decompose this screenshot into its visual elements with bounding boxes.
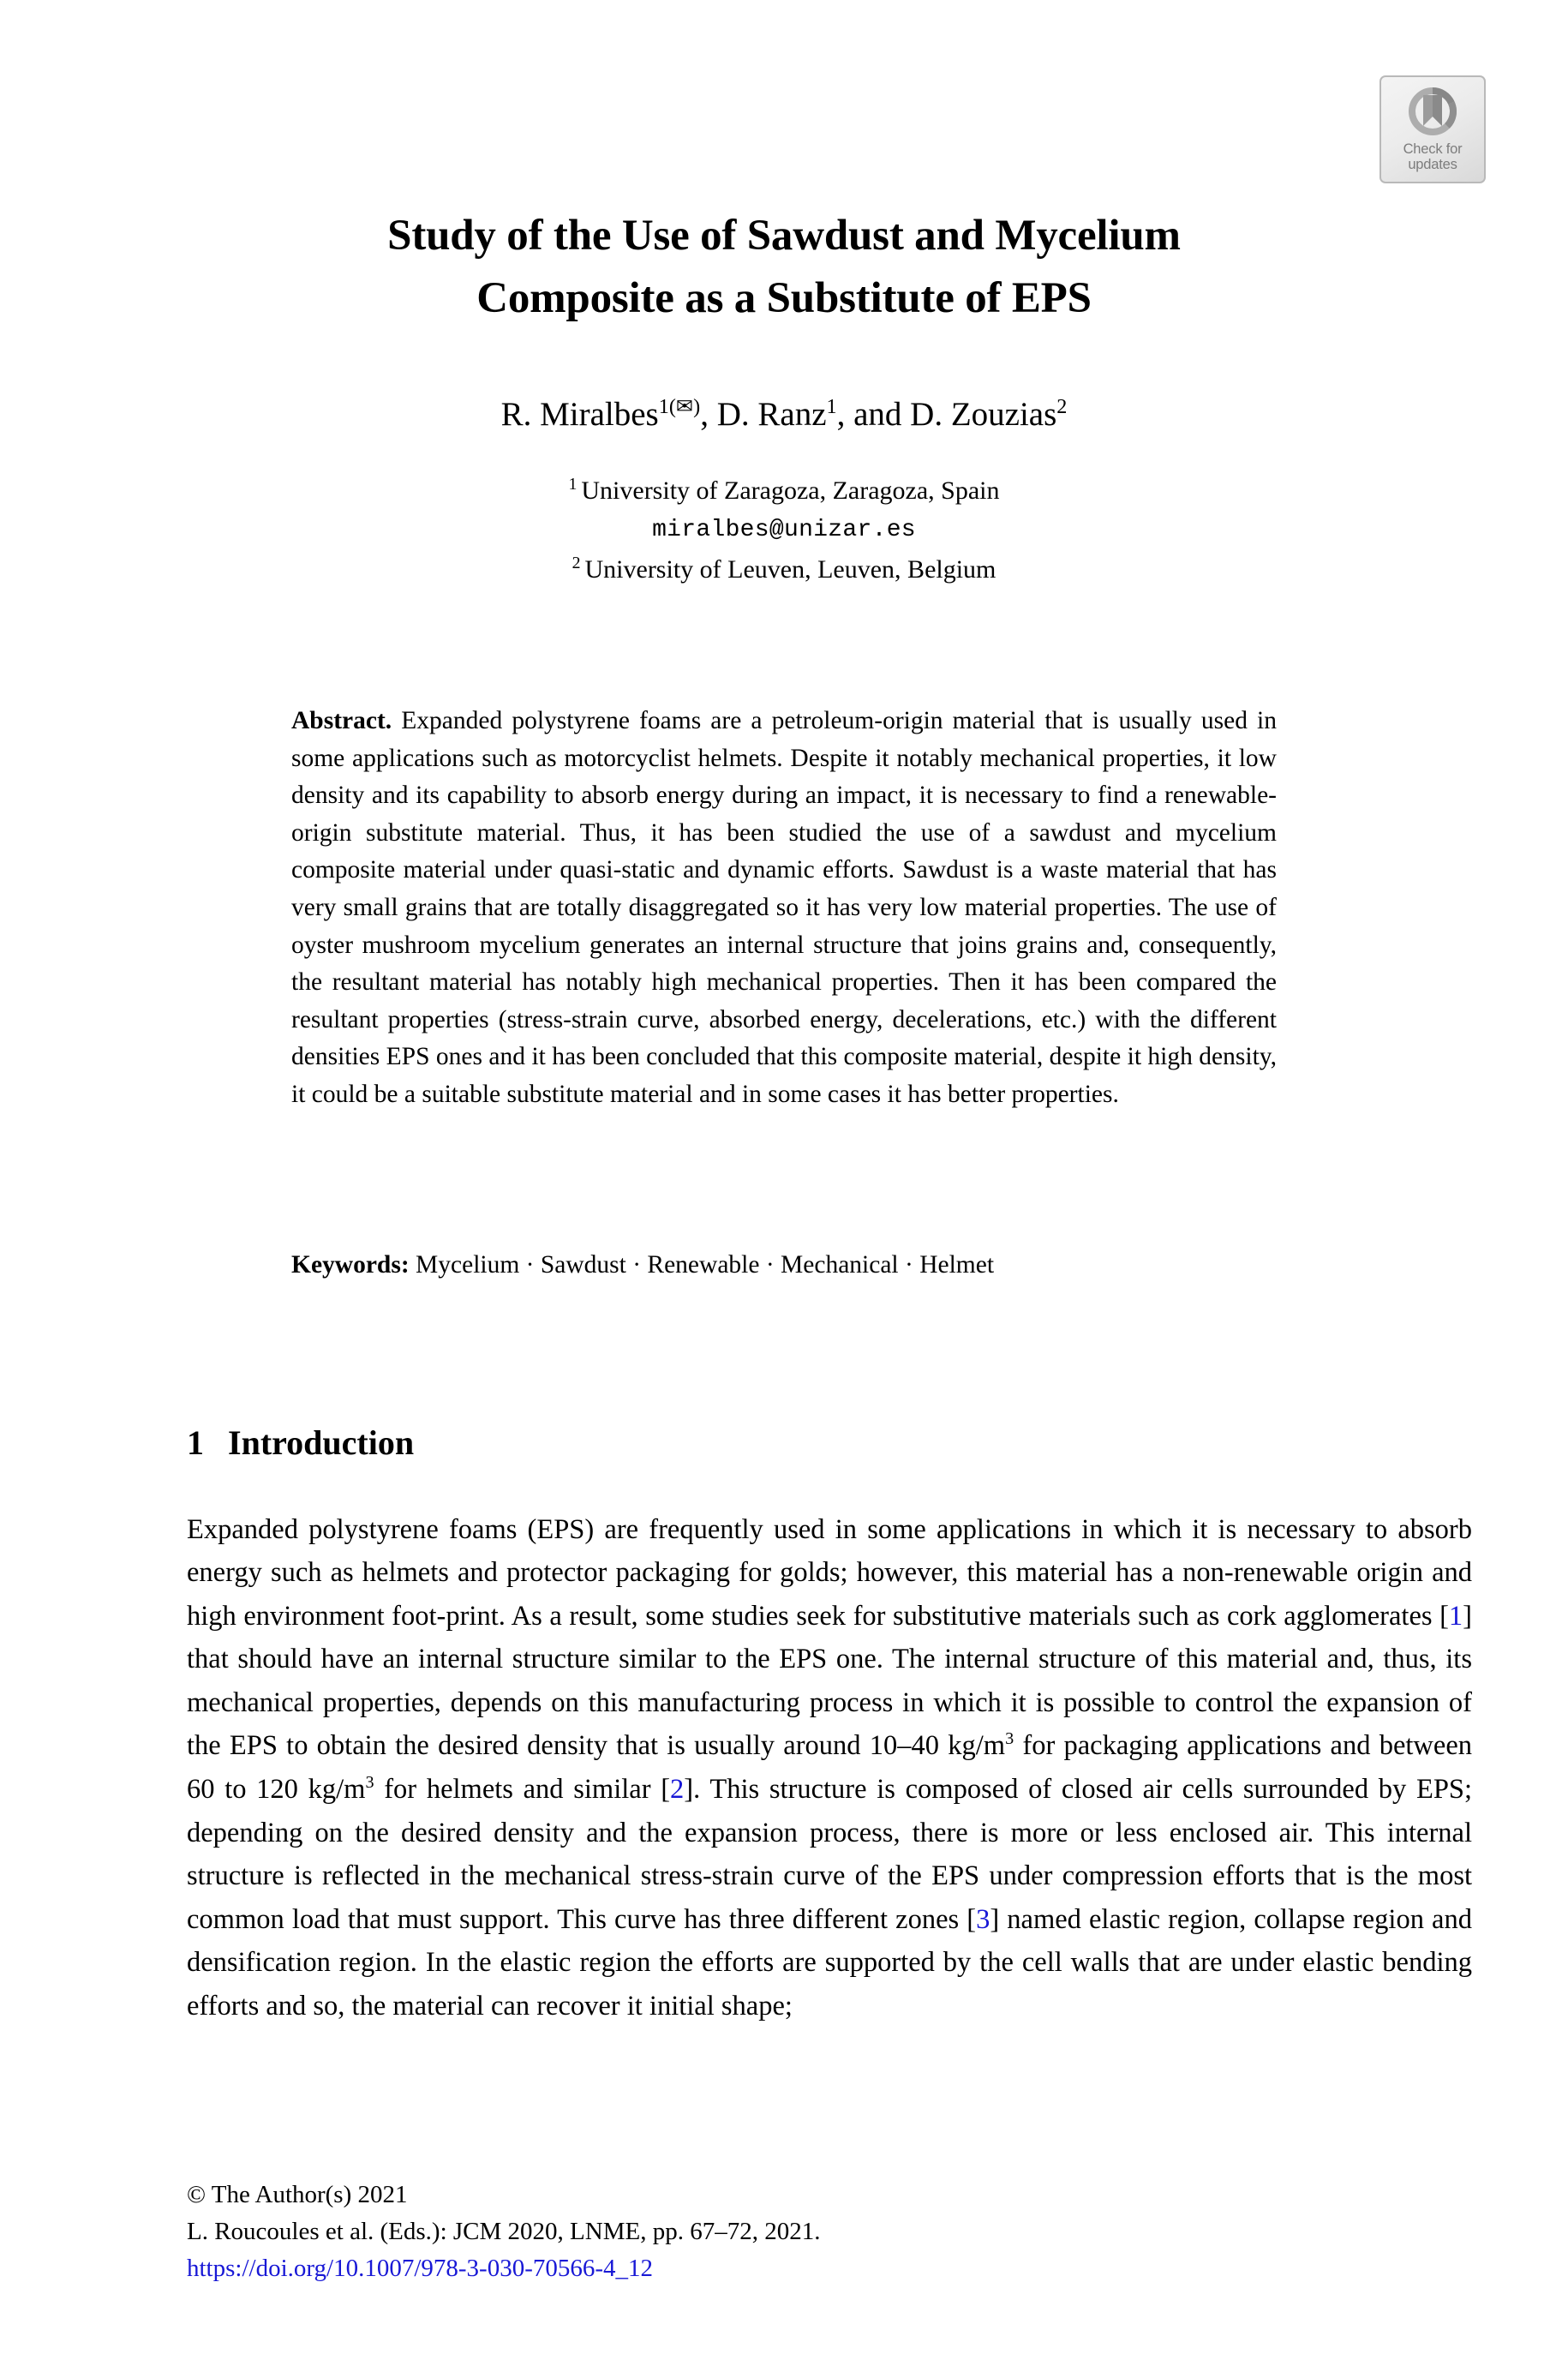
abstract-block [291,703,1277,1114]
density-unit-exponent-2: 3 [365,1773,374,1793]
affiliation-2 [197,550,1371,590]
citation-ref-1[interactable]: 1 [1448,1600,1463,1632]
title-line-2: Composite as a Substitute of EPS [476,274,1092,323]
intro-text-part-1: Expanded polystyrene foams (EPS) are frequently used in some applications in which it is necessary to absorb energy such as helmets and protector packaging for golds; however, this material has a non-renewable origin and high environment foot-print. As a result, some studies seek for substitutive materials such as cork agglomerates [ [187,1513,1472,1632]
keywords-block [291,1247,1277,1285]
keywords-label: Keywords: [291,1251,410,1279]
doi-link[interactable]: https://doi.org/10.1007/978-3-030-70566-4_12 [187,2255,654,2282]
abstract-text: Expanded polystyrene foams are a petroleum-origin material that is usually used in some applications such as motorcyclist helmets. Despite it notably mechanical properties, it low density and its capability to absorb energy during an impact, it is necessary to find a renewable-origin substitute material. Thus, it has been studied the use of a sawdust and mycelium composite material under quasi-static and dynamic efforts. Sawdust is a waste material that has very small grains that are totally disaggregated so it has very low material properties. The use of oyster mushroom mycelium generates an internal structure that joins grains and, consequently, the resultant material has notably high mechanical properties. Then it has been compared the resultant properties (stress-strain curve, absorbed energy, decelerations, etc.) with the different densities EPS ones and it has been concluded that this composite material, despite it high density, it could be a suitable substitute material and in some cases it has better properties. [291,707,1278,1108]
introduction-paragraph [187,1508,1472,2028]
intro-text-part-4: for helmets and similar [ [374,1774,671,1806]
author-name-2: D. Ranz [716,396,827,433]
intro-text-part-3: for packaging applications and between 60 to 120 kg/m [187,1730,1472,1806]
citation-ref-3[interactable]: 3 [976,1903,990,1935]
affiliation-1-text: University of Zaragoza, Zaragoza, Spain [581,476,1000,505]
author-1-markers [659,395,700,418]
badge-caption-line1: Check for [1403,141,1463,157]
author-separator-1: , [700,396,717,433]
badge-caption-line2: updates [1408,157,1457,172]
author-name-1: R. Miralbes [500,396,659,433]
section-number: 1 [187,1423,204,1463]
page-title [197,205,1371,330]
citation-ref-2[interactable]: 2 [670,1774,685,1806]
density-unit-exponent-1: 3 [1005,1729,1014,1749]
author-conjunction: , and [836,396,911,433]
crossmark-icon [1406,85,1459,138]
intro-text-part-6: ] named elastic region, collapse region and densification region. In the elastic region the efforts are supported by the cell walls that are under elastic bending efforts and so, the material can recover it initial shape; [187,1903,1472,2022]
section-title: Introduction [228,1423,415,1463]
corresponding-author-icon: (✉) [668,395,701,418]
title-line-1: Study of the Use of Sawdust and Mycelium [387,212,1181,261]
affiliation-2-marker: 2 [572,554,581,572]
author-name-3: D. Zouzias [910,396,1057,433]
intro-text-part-2: ] that should have an internal structure similar to the EPS one. The internal structure of this material and, thus, its mechanical properties, depends on this manufacturing process in which it is possible to control the expansion of the EPS to obtain the desired density that is usually around 10–40 kg/m [187,1600,1472,1762]
corresponding-email[interactable]: miralbes@unizar.es [652,517,916,543]
keywords-text: Mycelium · Sawdust · Renewable · Mechanical · Helmet [416,1251,995,1279]
author-2-affil-marker: 1 [826,395,837,418]
check-for-updates-badge[interactable] [1379,75,1486,183]
author-1-affil-marker: 1 [658,395,669,418]
affiliation-1 [197,471,1371,511]
affiliation-1-marker: 1 [568,475,578,494]
author-list [197,394,1371,435]
proceedings-citation-line: L. Roucoules et al. (Eds.): JCM 2020, LNME, pp. 67–72, 2021. [187,2218,821,2245]
affiliation-2-text: University of Leuven, Leuven, Belgium [584,555,996,584]
copyright-line: © The Author(s) 2021 [187,2181,408,2208]
affiliation-list [197,471,1371,590]
section-heading-introduction [187,1421,414,1465]
author-3-affil-marker: 2 [1056,395,1068,418]
page-footer [187,2177,1386,2287]
check-for-updates-caption [1403,141,1463,172]
intro-text-part-5: ]. This structure is composed of closed air cells surrounded by EPS; depending on the desired density and the expansion process, there is more or less enclosed air. This internal structure is reflected in the mechanical stress-strain curve of the EPS under compression efforts that is the most common load that must support. This curve has three different zones [ [187,1774,1473,1935]
abstract-label: Abstract. [291,707,392,734]
